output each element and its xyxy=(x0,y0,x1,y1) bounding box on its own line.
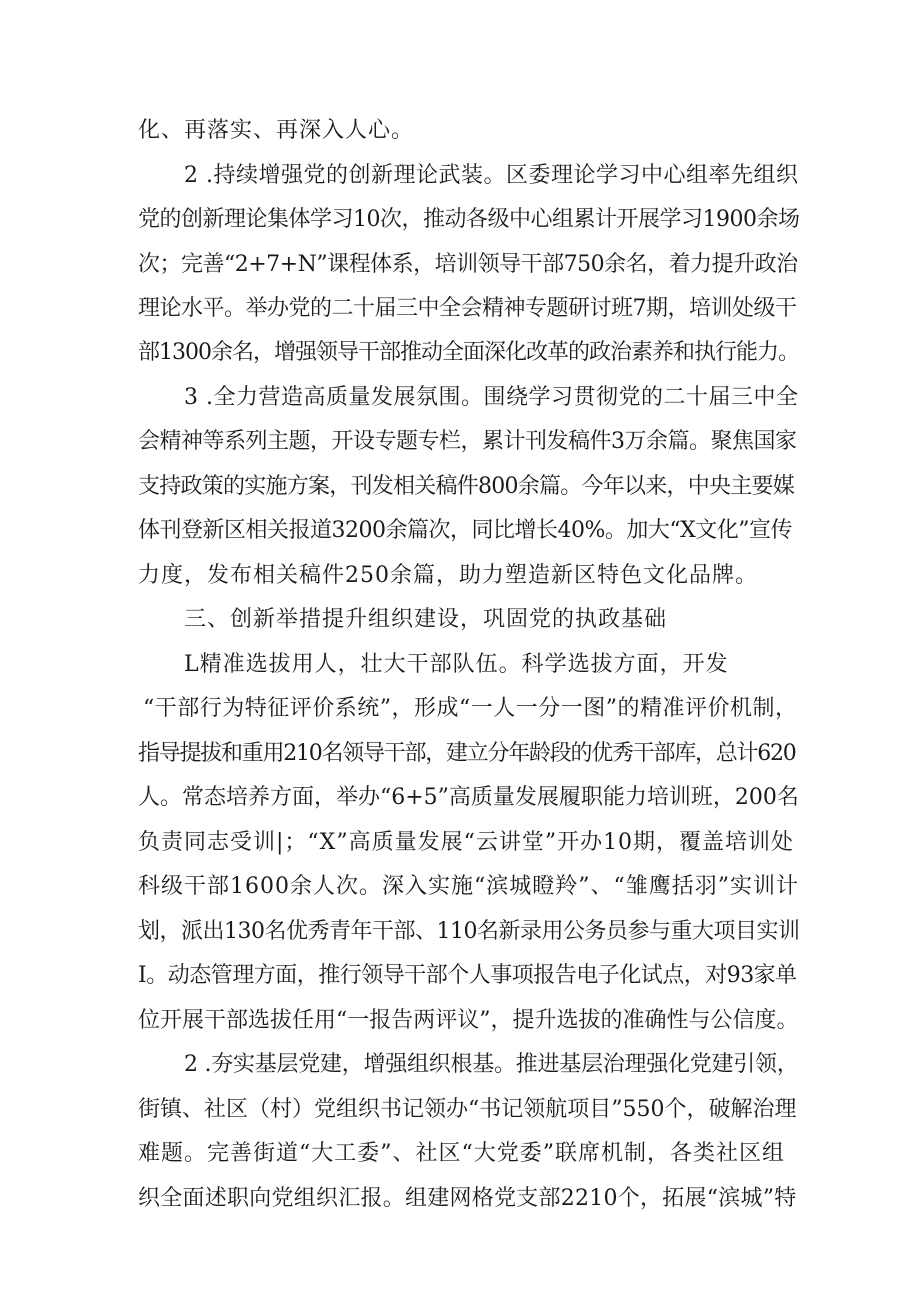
body-text-line: 化、再落实、再深入人心。 xyxy=(138,118,415,143)
body-text-line: 党的创新理论集体学习10次，推动各级中心组累计开展学习1900余场 xyxy=(138,207,800,232)
section-heading: 三、创新举措提升组织建设，巩固党的执政基础 xyxy=(184,607,668,632)
section-item-heading-line: 2 .持续增强党的创新理论武装。区委理论学习中心组率先组织 xyxy=(184,163,799,188)
body-text-line: 理论水平。举办党的二十届三中全会精神专题研讨班7期，培训处级干 xyxy=(138,296,797,321)
body-text-line: 指导提拔和重用210名领导干部，建立分年龄段的优秀干部库，总计620 xyxy=(138,741,796,766)
body-text-line: 部1300余名，增强领导干部推动全面深化改革的政治素养和执行能力。 xyxy=(138,340,799,365)
body-text-line: 织全面述职向党组织汇报。组建网格党支部2210个，拓展“滨城”特 xyxy=(138,1186,797,1211)
body-text-line: 科级干部1600余人次。深入实施“滨城瞪羚”、“雏鹰括羽”实训计 xyxy=(138,874,799,899)
body-text-line: 体刊登新区相关报道3200余篇次，同比增长40%。加大“X文化”宣传 xyxy=(138,518,793,543)
body-text-line: 会精神等系列主题，开设专题专栏，累计刊发稿件3万余篇。聚焦国家 xyxy=(138,429,797,454)
body-text-line: 次；完善“2+7+N”课程体系，培训领导干部750余名，着力提升政治 xyxy=(138,252,798,277)
body-text-line: 人。常态培养方面，举办“6+5”高质量发展履职能力培训班，200名 xyxy=(138,785,799,810)
body-text-line: 难题。完善街道“大工委”、社区“大党委”联席机制，各类社区组 xyxy=(138,1141,785,1166)
body-text-line: “干部行为特征评价系统”，形成“一人一分一图”的精准评价机制， xyxy=(143,696,798,721)
body-text-line: 负责同志受训|；“X”高质量发展“云讲堂”开办10期，覆盖培训处 xyxy=(138,830,795,855)
body-text-line: 划，派出130名优秀青年干部、110名新录用公务员参与重大项目实训 xyxy=(138,919,800,944)
body-text-line: 支持政策的实施方案，刊发相关稿件800余篇。今年以来，中央主要媒 xyxy=(138,474,794,499)
section-item-heading-line: 3 .全力营造高质量发展氛围。围绕学习贯彻党的二十届三中全 xyxy=(184,385,799,410)
body-text-line: 力度，发布相关稿件250余篇，助力塑造新区特色文化品牌。 xyxy=(138,563,758,588)
section-item-heading-line: 2 .夯实基层党建，增强组织根基。推进基层治理强化党建引领， xyxy=(184,1052,799,1077)
body-text-line: I。动态管理方面，推行领导干部个人事项报告电子化试点，对93家单 xyxy=(138,963,797,988)
section-item-heading-line: L精准选拔用人，壮大干部队伍。科学选拔方面，开发 xyxy=(184,652,729,677)
body-text-line: 位开展干部选拔任用“一报告两评议”，提升选拔的准确性与公信度。 xyxy=(138,1008,799,1033)
body-text-line: 街镇、社区（村）党组织书记领办“书记领航项目”550个，破解治理 xyxy=(138,1097,797,1122)
